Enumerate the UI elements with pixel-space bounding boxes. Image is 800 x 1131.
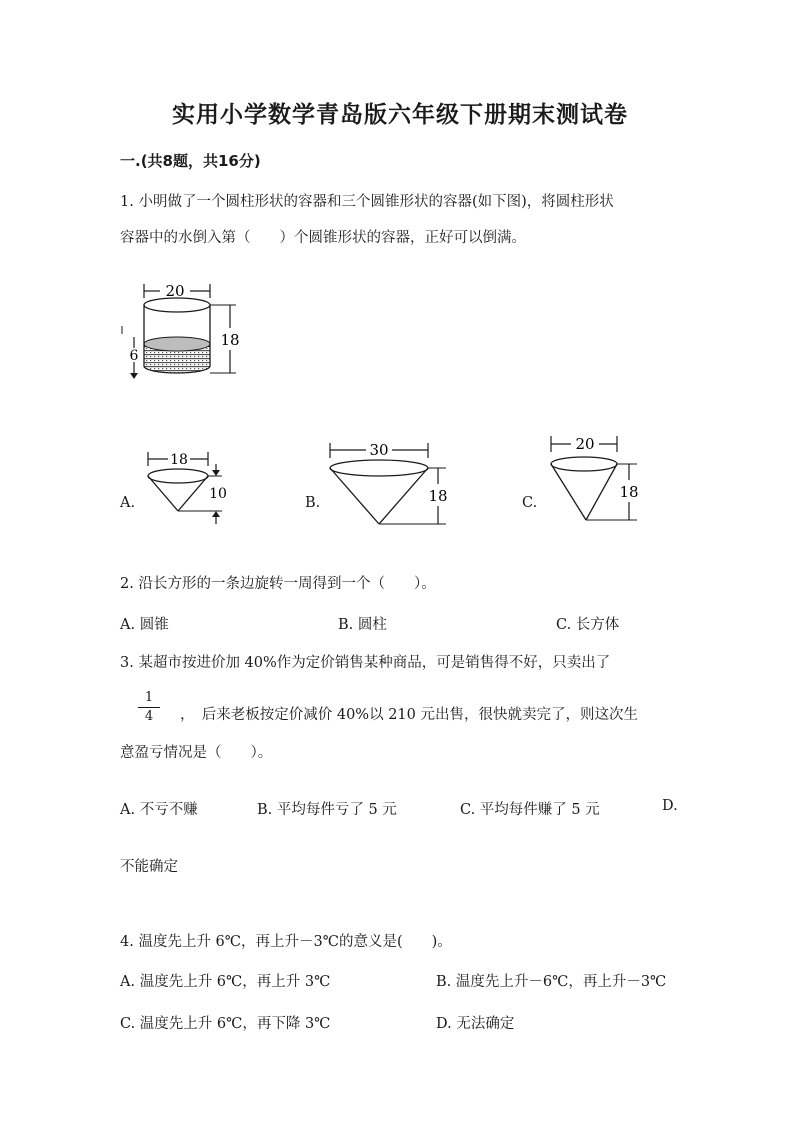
fraction-denominator: 4 (144, 709, 154, 724)
q4-option-a: A. 温度先上升 6℃，再上升 3℃ (120, 974, 331, 990)
q2-option-b: B. 圆柱 (338, 617, 387, 633)
q3-option-d: D. (662, 798, 678, 814)
q2-option-c: C. 长方体 (556, 617, 620, 633)
q3-text-line3: 意盈亏情况是（ ）。 (120, 745, 273, 761)
cone-a-diameter-label: 18 (170, 452, 188, 468)
q3-option-d-continued: 不能确定 (120, 859, 178, 875)
q3-text-line2: ， 后来老板按定价减价 40%以 210 元出售，很快就卖完了，则这次生 (180, 707, 638, 723)
cone-a-figure (142, 448, 232, 526)
cone-a-height-label: 10 (209, 486, 227, 502)
cone-c-diameter-label: 20 (575, 435, 595, 453)
cone-b-figure (322, 438, 452, 530)
q4-option-b: B. 温度先上升－6℃，再上升－3℃ (436, 974, 667, 990)
cylinder-water-label: 6 (129, 348, 139, 364)
q4-option-d: D. 无法确定 (436, 1016, 515, 1032)
section-heading: 一.(共8题，共16分) (120, 152, 261, 170)
q3-option-b: B. 平均每件亏了 5 元 (257, 802, 397, 818)
q3-fraction (138, 690, 160, 725)
fraction-numerator: 1 (144, 690, 154, 705)
q3-text-line1: 3. 某超市按进价加 40%作为定价销售某种商品，可是销售得不好，只卖出了 (120, 655, 611, 671)
q3-option-c: C. 平均每件赚了 5 元 (460, 802, 600, 818)
cylinder-figure (118, 278, 248, 386)
q4-text: 4. 温度先上升 6℃，再上升－3℃的意义是( )。 (120, 934, 452, 950)
q4-option-c: C. 温度先上升 6℃，再下降 3℃ (120, 1016, 331, 1032)
q1-option-c-label: C. (522, 495, 538, 511)
q2-text: 2. 沿长方形的一条边旋转一周得到一个（ ）。 (120, 576, 436, 592)
cylinder-diameter-label: 20 (165, 282, 185, 300)
q1-option-b-label: B. (305, 495, 321, 511)
q2-option-a: A. 圆锥 (120, 617, 169, 633)
fraction-bar (138, 707, 160, 708)
cone-c-height-label: 18 (619, 483, 639, 501)
cone-b-height-label: 18 (428, 487, 448, 505)
q3-option-a: A. 不亏不赚 (120, 802, 198, 818)
q1-option-a-label: A. (120, 495, 136, 511)
q1-text-line2: 容器中的水倒入第（ ）个圆锥形状的容器，正好可以倒满。 (120, 230, 526, 246)
cone-c-figure (543, 430, 643, 526)
cylinder-height-label: 18 (220, 331, 240, 349)
page-title: 实用小学数学青岛版六年级下册期末测试卷 (172, 101, 628, 128)
cone-b-diameter-label: 30 (369, 441, 389, 459)
q1-text-line1: 1. 小明做了一个圆柱形状的容器和三个圆锥形状的容器(如下图)，将圆柱形状 (120, 194, 614, 210)
